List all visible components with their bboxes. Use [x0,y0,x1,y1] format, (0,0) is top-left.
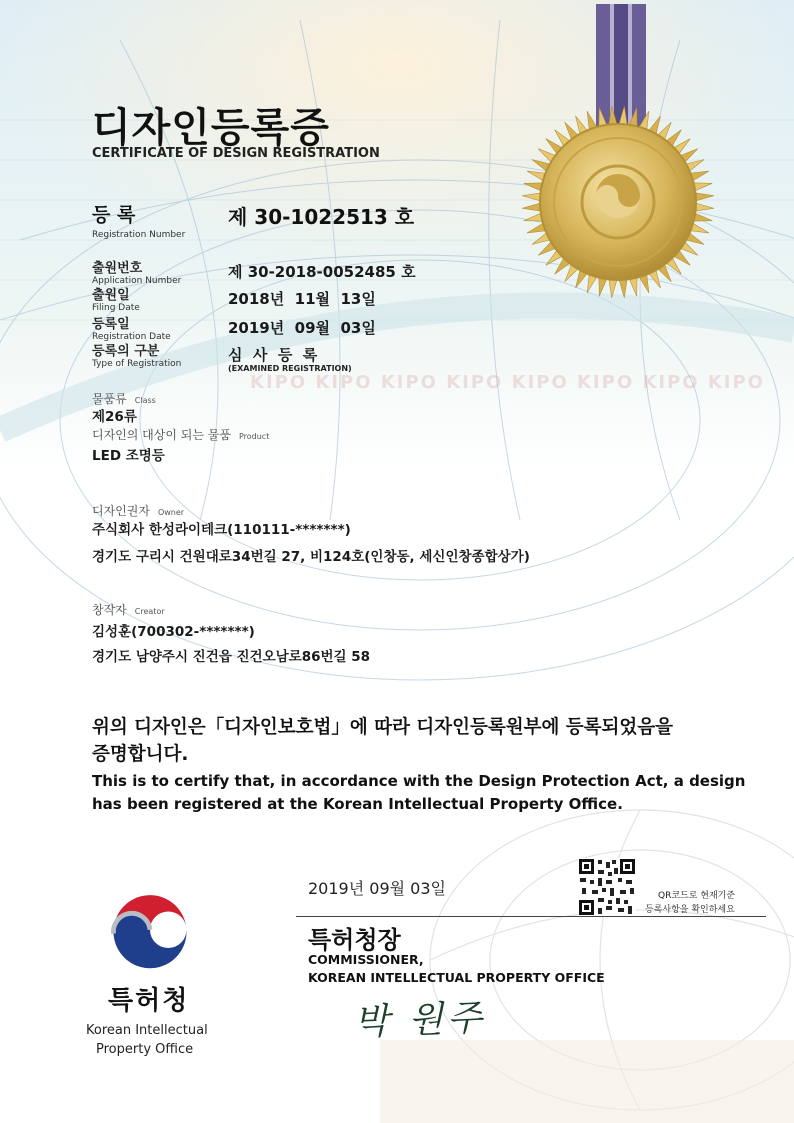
filing-date-label: 출원일 Filing Date [92,288,140,313]
class-label: 물품류 Class [92,392,156,406]
owner-address: 경기도 구리시 건원대로34번길 27, 비124호(인창동, 세신인창종합상가) [92,549,530,565]
office-name-en-1: Korean Intellectual [86,1023,208,1038]
registration-type-label: 등록의 구분 Type of Registration [92,344,182,369]
qr-code[interactable] [578,858,636,916]
office-name-ko: 특허청 [108,986,190,1016]
application-label: 출원번호 Application Number [92,261,182,286]
kipo-logo-icon [102,876,198,972]
product-label: 디자인의 대상이 되는 물품 Product [92,428,270,442]
certify-text-en-2: has been registered at the Korean Intellectual Property Office. [92,795,623,813]
class-value: 제26류 [92,409,137,425]
creator-name: 김성훈(700302-*******) [92,624,255,640]
filing-date: 2018년 11월 13일 [228,290,376,308]
owner-label: 디자인권자 Owner [92,504,185,518]
signature: 박 원주 [353,997,487,1044]
divider-line [296,916,766,917]
commissioner-title: 특허청장 [308,926,401,954]
commissioner-en-1: COMMISSIONER, [308,952,424,967]
commissioner-en-2: KOREAN INTELLECTUAL PROPERTY OFFICE [308,970,605,985]
registration-type-en: (EXAMINED REGISTRATION) [228,364,352,373]
registration-type: 심 사 등 록 [228,346,318,364]
product-value: LED 조명등 [92,448,165,464]
owner-name: 주식회사 한성라이테크(110111-*******) [92,522,351,538]
registration-number: 제 30-1022513 호 [228,205,415,229]
certify-text-en-1: This is to certify that, in accordance with the Design Protection Act, a design [92,772,746,790]
page-subtitle: CERTIFICATE OF DESIGN REGISTRATION [92,146,380,161]
qr-caption-2: 등록사항을 확인하세요 [645,905,735,915]
registration-date: 2019년 09월 03일 [228,319,376,337]
kipo-watermark: KIPO KIPO KIPO KIPO KIPO KIPO KIPO KIPO [250,372,765,393]
certify-text-ko-1: 위의 디자인은「디자인보호법」에 따라 디자인등록원부에 등록되었음을 [92,717,674,738]
issue-date: 2019년 09월 03일 [308,879,446,898]
registration-date-label: 등록일 Registration Date [92,317,171,342]
certify-text-ko-2: 증명합니다. [92,744,189,765]
registration-label: 등 록 Registration Number [92,204,186,240]
qr-caption-1: QR코드로 현재기준 [658,891,736,901]
qr-code-image [578,858,636,916]
creator-address: 경기도 남양주시 진건읍 진건오남로86번길 58 [92,649,371,665]
page-title: 디자인등록증 [92,105,330,151]
ribbon-decoration [596,4,646,136]
creator-label: 창작자 Creator [92,603,165,617]
office-name-en-2: Property Office [96,1042,194,1057]
application-number: 제 30-2018-0052485 호 [228,263,416,281]
